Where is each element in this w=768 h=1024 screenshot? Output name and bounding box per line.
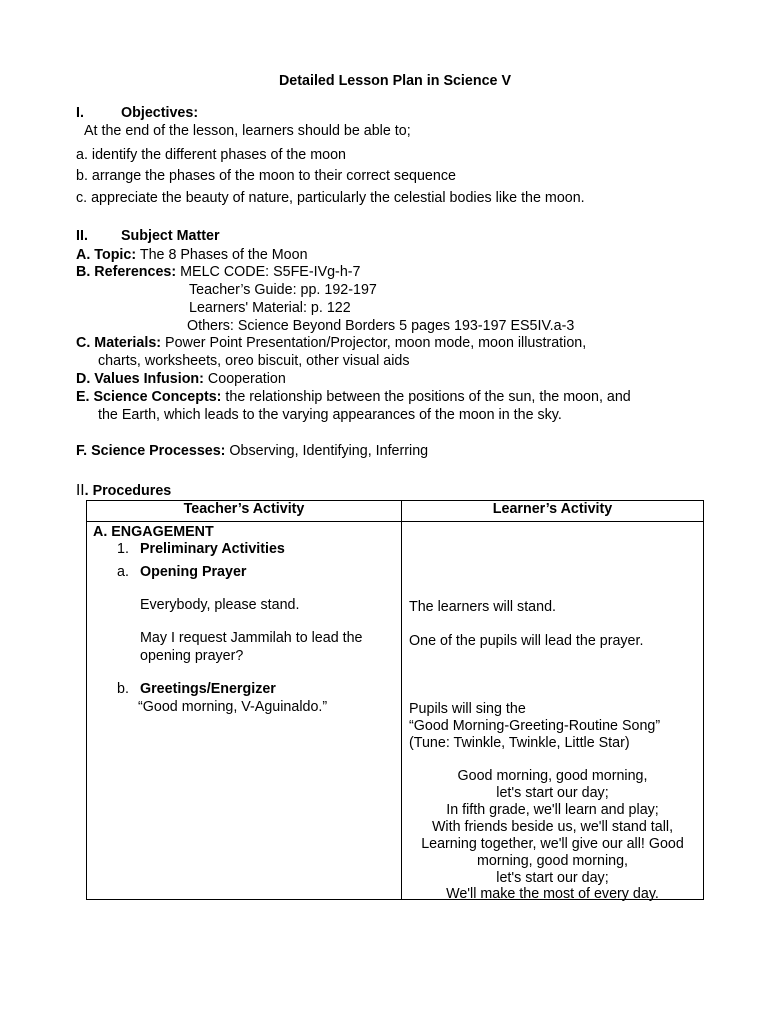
objective-text: appreciate the beauty of nature, particularly the celestial bodies like the moon. <box>91 190 585 206</box>
greet-number: b. <box>117 681 129 697</box>
prayer-number: a. <box>117 564 129 580</box>
procedures-numeral: II <box>76 482 85 499</box>
processes-value: Observing, Identifying, Inferring <box>229 443 429 459</box>
processes-row <box>76 443 428 460</box>
song-line: let's start our day; <box>496 785 609 801</box>
materials-key: Materials: <box>94 335 162 351</box>
references-line: Others: Science Beyond Borders 5 pages 193-197 ES5IV.a-3 <box>187 318 575 334</box>
document-title: Detailed Lesson Plan in Science V <box>278 73 511 89</box>
learner-stand-line: The learners will stand. <box>409 599 557 615</box>
concepts-key: Science Concepts: <box>93 389 222 405</box>
objectives-heading: Objectives: <box>121 105 199 121</box>
references-line: Learners' Material: p. 122 <box>189 300 351 316</box>
teacher-request-line-cont: opening prayer? <box>140 648 244 664</box>
objective-item-b <box>76 168 456 185</box>
greet-heading: Greetings/Energizer <box>140 681 276 697</box>
objective-text: arrange the phases of the moon to their correct sequence <box>91 168 456 184</box>
objective-label: b. <box>76 168 88 184</box>
references-line: Teacher’s Guide: pp. 192-197 <box>189 282 377 298</box>
subject-matter-heading: Subject Matter <box>121 228 220 244</box>
processes-key: Science Processes: <box>91 443 226 459</box>
teacher-stand-line: Everybody, please stand. <box>140 597 300 613</box>
processes-label: F. <box>76 443 88 459</box>
teacher-request-line: May I request Jammilah to lead the <box>140 630 363 646</box>
concepts-label: E. <box>76 389 90 405</box>
topic-label: A. <box>76 247 91 263</box>
learner-activity-cell <box>402 522 704 900</box>
values-label: D. <box>76 371 91 387</box>
objectives-numeral: I. <box>76 105 84 121</box>
objective-label: a. <box>76 147 88 163</box>
objectives-intro: At the end of the lesson, learners should be able to; <box>84 123 411 139</box>
materials-value-cont: charts, worksheets, oreo biscuit, other visual aids <box>98 353 410 369</box>
concepts-value-cont: the Earth, which leads to the varying appearances of the moon in the sky. <box>98 407 562 423</box>
song-line: In fifth grade, we'll learn and play; <box>446 802 659 818</box>
learner-song-title: “Good Morning-Greeting-Routine Song” <box>409 718 661 734</box>
song-line: Learning together, we'll give our all! Good <box>421 836 684 852</box>
learner-song-tune: (Tune: Twinkle, Twinkle, Little Star) <box>409 735 630 751</box>
references-label: B. <box>76 264 91 280</box>
objective-text: identify the different phases of the moon <box>91 147 346 163</box>
song-line: We'll make the most of every day. <box>446 886 659 902</box>
objective-item-a <box>76 147 346 164</box>
song-line: let's start our day; <box>496 870 609 886</box>
concepts-row <box>76 389 631 406</box>
teacher-activity-cell <box>87 522 402 900</box>
references-key: References: <box>94 264 177 280</box>
procedures-table <box>86 500 704 900</box>
values-value: Cooperation <box>207 371 286 387</box>
topic-row <box>76 247 308 264</box>
song-line: Good morning, good morning, <box>457 768 648 784</box>
prayer-heading: Opening Prayer <box>140 564 247 580</box>
values-row <box>76 371 286 388</box>
objective-label: c. <box>76 190 88 206</box>
references-row <box>76 264 361 281</box>
prelim-number: 1. <box>117 541 129 557</box>
learner-activity-header: Learner’s Activity <box>402 501 704 522</box>
objective-item-c <box>76 190 585 207</box>
materials-label: C. <box>76 335 91 351</box>
topic-key: Topic: <box>94 247 137 263</box>
topic-value: The 8 Phases of the Moon <box>139 247 308 263</box>
song-line: morning, good morning, <box>477 853 628 869</box>
teacher-activity-header: Teacher’s Activity <box>87 501 402 522</box>
materials-row <box>76 335 586 352</box>
learner-sing-line: Pupils will sing the <box>409 701 526 717</box>
values-key: Values Infusion: <box>94 371 204 387</box>
learner-prayer-line: One of the pupils will lead the prayer. <box>409 633 644 649</box>
materials-value: Power Point Presentation/Projector, moon mode, moon illustration, <box>165 335 587 351</box>
engagement-heading: A. ENGAGEMENT <box>93 524 214 540</box>
subject-matter-numeral: II. <box>76 228 88 244</box>
procedures-heading <box>76 482 171 500</box>
table-header-row <box>87 501 704 522</box>
concepts-value: the relationship between the positions of the sun, the moon, and <box>225 389 631 405</box>
procedures-title: . Procedures <box>84 483 172 499</box>
references-line: MELC CODE: S5FE-IVg-h-7 <box>180 264 361 280</box>
teacher-greet-line: “Good morning, V-Aguinaldo.” <box>138 699 328 715</box>
song-line: With friends beside us, we'll stand tall, <box>431 819 674 835</box>
table-row <box>87 522 704 900</box>
prelim-heading: Preliminary Activities <box>140 541 285 557</box>
